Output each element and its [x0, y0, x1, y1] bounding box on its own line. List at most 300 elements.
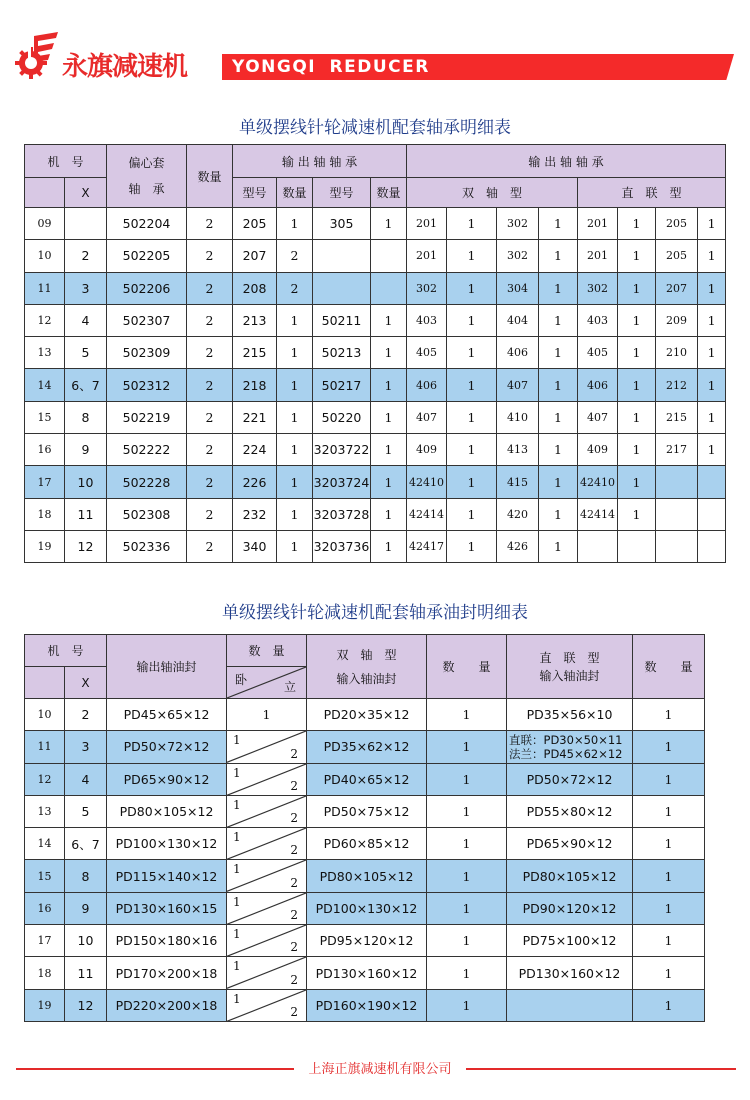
- cell-dc: PD65×90×12: [507, 828, 633, 860]
- table-row: [25, 401, 726, 433]
- cell-m2: 3203736: [313, 530, 371, 562]
- cell-m2: [313, 240, 371, 272]
- header-machine-no: 机 号: [25, 635, 107, 667]
- cell-dq2: 1: [539, 530, 578, 562]
- cell-x: 2: [65, 240, 107, 272]
- header-output-seal: 输出轴油封: [107, 635, 227, 699]
- cell-dq: 1: [427, 860, 507, 892]
- cell-no: 13: [25, 337, 65, 369]
- cell-dc: PD75×100×12: [507, 925, 633, 957]
- cell-d2: 415: [497, 466, 539, 498]
- table-row: [25, 860, 705, 892]
- cell-dq2: 1: [539, 208, 578, 240]
- cell-dc-line1: 直联：PD30×50×11: [509, 732, 623, 747]
- header-blank: [25, 178, 65, 208]
- cell-zq: 1: [633, 828, 705, 860]
- cell-dq: 1: [427, 957, 507, 989]
- cell-no: 17: [25, 925, 65, 957]
- header-double-shaft-line2: 输入轴油封: [336, 671, 397, 686]
- cell-x: 11: [65, 498, 107, 530]
- cell-dc: PD50×72×12: [507, 763, 633, 795]
- cell-dc-line2: 法兰：PD45×62×12: [509, 746, 623, 761]
- cell-dq: 1: [427, 892, 507, 924]
- cell-z2: [656, 466, 698, 498]
- cell-zq1: 1: [618, 369, 656, 401]
- cell-lying-standing: [227, 795, 307, 827]
- cell-no: 12: [25, 304, 65, 336]
- table-row: [25, 304, 726, 336]
- cell-seal: PD100×130×12: [107, 828, 227, 860]
- header-double-shaft: 双 轴 型: [407, 178, 578, 208]
- cell-m1: 221: [233, 401, 277, 433]
- cell-dq1: 1: [447, 466, 497, 498]
- cell-dq1: 1: [447, 498, 497, 530]
- cell-x: 12: [65, 989, 107, 1021]
- cell-z1: 201: [578, 208, 618, 240]
- cell-ds: PD40×65×12: [307, 763, 427, 795]
- header-x: X: [65, 667, 107, 699]
- cell-d1: 406: [407, 369, 447, 401]
- cell-x: [65, 208, 107, 240]
- cell-lying: 1: [233, 991, 241, 1006]
- cell-no: 19: [25, 530, 65, 562]
- cell-q2: 1: [371, 369, 407, 401]
- cell-zq: 1: [633, 989, 705, 1021]
- cell-standing: 2: [290, 908, 299, 923]
- cell-q1: 1: [277, 208, 313, 240]
- cell-dq: 1: [427, 763, 507, 795]
- cell-dq2: 1: [539, 304, 578, 336]
- cell-q1: 1: [277, 434, 313, 466]
- cell-no: 17: [25, 466, 65, 498]
- cell-q1: 1: [277, 530, 313, 562]
- table-row: [25, 699, 705, 731]
- cell-no: 13: [25, 795, 65, 827]
- table-row: [25, 498, 726, 530]
- cell-ecc: 502205: [107, 240, 187, 272]
- cell-x: 3: [65, 731, 107, 763]
- cell-zq: 1: [633, 860, 705, 892]
- cell-dq1: 1: [447, 240, 497, 272]
- footer-line-left: [16, 1068, 294, 1070]
- cell-q2: [371, 240, 407, 272]
- cell-q2: 1: [371, 337, 407, 369]
- cell-dq1: 1: [447, 304, 497, 336]
- header-direct-type: [507, 635, 633, 699]
- cell-d1: 409: [407, 434, 447, 466]
- cell-z2: 212: [656, 369, 698, 401]
- cell-m1: 232: [233, 498, 277, 530]
- cell-x: 10: [65, 466, 107, 498]
- cell-lying-standing: [227, 925, 307, 957]
- cell-zq: 1: [633, 699, 705, 731]
- cell-no: 15: [25, 860, 65, 892]
- cell-lying-standing: [227, 828, 307, 860]
- table1-title: 单级摆线针轮减速机配套轴承明细表: [239, 118, 511, 138]
- cell-q: 2: [187, 304, 233, 336]
- cell-lying: 1: [233, 927, 241, 942]
- cell-z2: 209: [656, 304, 698, 336]
- cell-no: 10: [25, 699, 65, 731]
- cell-dq2: 1: [539, 240, 578, 272]
- cell-standing: 2: [290, 875, 299, 890]
- cell-ecc: 502312: [107, 369, 187, 401]
- cell-no: 16: [25, 892, 65, 924]
- cell-q: 2: [187, 530, 233, 562]
- cell-z2: [656, 530, 698, 562]
- cell-q2: 1: [371, 401, 407, 433]
- bearing-table: [24, 144, 726, 563]
- cell-ds: PD160×190×12: [307, 989, 427, 1021]
- table-row: [25, 795, 705, 827]
- cell-d1: 42417: [407, 530, 447, 562]
- cell-q2: [371, 272, 407, 304]
- gear-flag-logo-icon: [14, 30, 59, 80]
- cell-lying: 1: [233, 765, 241, 780]
- cell-zq1: [618, 530, 656, 562]
- cell-x: 5: [65, 337, 107, 369]
- cell-m2: 3203728: [313, 498, 371, 530]
- cell-ds: PD60×85×12: [307, 828, 427, 860]
- cell-dc: PD90×120×12: [507, 892, 633, 924]
- cell-q: 2: [187, 272, 233, 304]
- cell-m2: 50213: [313, 337, 371, 369]
- header-standing: 立: [284, 680, 297, 694]
- cell-zq2: 1: [698, 304, 726, 336]
- header-eccentric-line1: 偏心套: [128, 156, 165, 170]
- cell-seal: PD150×180×16: [107, 925, 227, 957]
- cell-standing: 2: [290, 746, 299, 761]
- header-machine-no: 机 号: [25, 145, 107, 178]
- header-direct-line2: 输入轴油封: [539, 668, 600, 683]
- header-qty-2: 数 量: [427, 635, 507, 699]
- cell-q1: 1: [277, 369, 313, 401]
- cell-zq2: [698, 530, 726, 562]
- cell-zq: 1: [633, 957, 705, 989]
- cell-zq: 1: [633, 892, 705, 924]
- cell-z1: 406: [578, 369, 618, 401]
- cell-ds: PD95×120×12: [307, 925, 427, 957]
- cell-ecc: 502307: [107, 304, 187, 336]
- table-row: [25, 989, 705, 1021]
- cell-zq1: 1: [618, 240, 656, 272]
- cell-ecc: 502222: [107, 434, 187, 466]
- cell-no: 16: [25, 434, 65, 466]
- header-double-shaft: [307, 635, 427, 699]
- table-row: [25, 731, 705, 763]
- cell-lying: 1: [233, 830, 241, 845]
- header-qty-3: 数 量: [633, 635, 705, 699]
- header-direct-type: 直 联 型: [578, 178, 726, 208]
- cell-no: 14: [25, 828, 65, 860]
- cell-m1: 215: [233, 337, 277, 369]
- table-row: [25, 272, 726, 304]
- cell-ecc: 502309: [107, 337, 187, 369]
- header-quantity-1: 数量: [277, 178, 313, 208]
- cell-zq: 1: [633, 763, 705, 795]
- cell-dq2: 1: [539, 272, 578, 304]
- cell-z2: 210: [656, 337, 698, 369]
- cell-q1: 2: [277, 272, 313, 304]
- cell-ecc: 502206: [107, 272, 187, 304]
- cell-q1: 1: [277, 304, 313, 336]
- cell-x: 12: [65, 530, 107, 562]
- cell-x: 8: [65, 860, 107, 892]
- cell-d1: 302: [407, 272, 447, 304]
- cell-zq1: 1: [618, 466, 656, 498]
- cell-no: 12: [25, 763, 65, 795]
- cell-dc: PD55×80×12: [507, 795, 633, 827]
- cell-no: 10: [25, 240, 65, 272]
- header-lying-standing: [227, 667, 307, 699]
- cell-m1: 226: [233, 466, 277, 498]
- cell-q: 2: [187, 369, 233, 401]
- cell-d2: 413: [497, 434, 539, 466]
- cell-m1: 208: [233, 272, 277, 304]
- cell-ds: PD50×75×12: [307, 795, 427, 827]
- cell-z1: 42410: [578, 466, 618, 498]
- cell-lying-standing: [227, 989, 307, 1021]
- cell-dq: 1: [427, 795, 507, 827]
- cell-d2: 407: [497, 369, 539, 401]
- cell-dq1: 1: [447, 208, 497, 240]
- header-qty: 数量: [187, 145, 233, 208]
- cell-d1: 42414: [407, 498, 447, 530]
- cell-lying-standing: [227, 957, 307, 989]
- cell-zq1: 1: [618, 498, 656, 530]
- cell-dq2: 1: [539, 498, 578, 530]
- cell-zq2: 1: [698, 208, 726, 240]
- cell-dq1: 1: [447, 337, 497, 369]
- cell-q2: 1: [371, 530, 407, 562]
- cell-x: 10: [65, 925, 107, 957]
- cell-q2: 1: [371, 434, 407, 466]
- table-row: [25, 957, 705, 989]
- oil-seal-table: [24, 634, 705, 1022]
- header-blank: [25, 667, 65, 699]
- table-row: [25, 530, 726, 562]
- cell-no: 18: [25, 498, 65, 530]
- cell-m2: 50217: [313, 369, 371, 401]
- cell-no: 18: [25, 957, 65, 989]
- cell-x: 11: [65, 957, 107, 989]
- cell-zq: 1: [633, 795, 705, 827]
- cell-dq2: 1: [539, 337, 578, 369]
- cell-q1: 1: [277, 401, 313, 433]
- cell-dq2: 1: [539, 369, 578, 401]
- cell-z2: 205: [656, 240, 698, 272]
- cell-z1: [578, 530, 618, 562]
- cell-x: 8: [65, 401, 107, 433]
- cell-d2: 404: [497, 304, 539, 336]
- brand-name-cn: 永旗减速机: [62, 52, 188, 82]
- table-row: [25, 369, 726, 401]
- footer-line-right: [466, 1068, 736, 1070]
- cell-d2: 410: [497, 401, 539, 433]
- cell-seal: PD130×160×15: [107, 892, 227, 924]
- cell-seal: PD80×105×12: [107, 795, 227, 827]
- cell-zq2: 1: [698, 369, 726, 401]
- cell-q2: 1: [371, 498, 407, 530]
- cell-lying: 1: [233, 862, 241, 877]
- cell-x: 5: [65, 795, 107, 827]
- header-eccentric-bearing: [107, 145, 187, 208]
- cell-lying: 1: [233, 733, 241, 748]
- cell-zq1: 1: [618, 401, 656, 433]
- cell-no: 09: [25, 208, 65, 240]
- cell-ecc: 502336: [107, 530, 187, 562]
- cell-ds: PD80×105×12: [307, 860, 427, 892]
- cell-ds: PD35×62×12: [307, 731, 427, 763]
- cell-lying: 1: [233, 959, 241, 974]
- cell-no: 14: [25, 369, 65, 401]
- cell-z1: 302: [578, 272, 618, 304]
- cell-zq2: [698, 498, 726, 530]
- cell-standing: 2: [290, 940, 299, 955]
- cell-z1: 409: [578, 434, 618, 466]
- cell-zq2: 1: [698, 272, 726, 304]
- cell-m2: 305: [313, 208, 371, 240]
- cell-d2: 420: [497, 498, 539, 530]
- cell-standing: 2: [290, 843, 299, 858]
- cell-d1: 407: [407, 401, 447, 433]
- cell-standing: 2: [290, 778, 299, 793]
- cell-x: 4: [65, 304, 107, 336]
- cell-ds: PD20×35×12: [307, 699, 427, 731]
- cell-x: 2: [65, 699, 107, 731]
- cell-zq1: 1: [618, 272, 656, 304]
- cell-lying-standing: [227, 892, 307, 924]
- cell-q2: 1: [371, 304, 407, 336]
- header-eccentric-line2: 轴 承: [128, 182, 165, 196]
- cell-ecc: 502219: [107, 401, 187, 433]
- cell-no: 15: [25, 401, 65, 433]
- cell-zq1: 1: [618, 434, 656, 466]
- cell-ecc: 502204: [107, 208, 187, 240]
- header-model-2: 型号: [313, 178, 371, 208]
- cell-x: 6、7: [65, 369, 107, 401]
- cell-dc: PD80×105×12: [507, 860, 633, 892]
- cell-z2: 215: [656, 401, 698, 433]
- cell-zq: 1: [633, 925, 705, 957]
- footer-company: 上海正旗减速机有限公司: [308, 1062, 452, 1077]
- cell-x: 3: [65, 272, 107, 304]
- cell-z1: 407: [578, 401, 618, 433]
- cell-m2: 50220: [313, 401, 371, 433]
- cell-dq: 1: [427, 731, 507, 763]
- cell-m1: 224: [233, 434, 277, 466]
- cell-d2: 302: [497, 208, 539, 240]
- cell-standing: 2: [290, 972, 299, 987]
- cell-m2: [313, 272, 371, 304]
- cell-lying: 1: [233, 894, 241, 909]
- cell-q: 2: [187, 240, 233, 272]
- cell-q: 2: [187, 401, 233, 433]
- table-row: [25, 466, 726, 498]
- table-row: [25, 208, 726, 240]
- cell-x: 4: [65, 763, 107, 795]
- cell-z2: 207: [656, 272, 698, 304]
- cell-no: 11: [25, 272, 65, 304]
- page-header: [0, 0, 750, 90]
- cell-ds: PD130×160×12: [307, 957, 427, 989]
- header-output-bearing-2: 输 出 轴 轴 承: [407, 145, 726, 178]
- cell-d2: 304: [497, 272, 539, 304]
- cell-ds: PD100×130×12: [307, 892, 427, 924]
- cell-x: 9: [65, 892, 107, 924]
- cell-m2: 50211: [313, 304, 371, 336]
- cell-dq2: 1: [539, 401, 578, 433]
- cell-seal: PD170×200×18: [107, 957, 227, 989]
- cell-dc: PD35×56×10: [507, 699, 633, 731]
- cell-zq1: 1: [618, 337, 656, 369]
- table2-title: 单级摆线针轮减速机配套轴承油封明细表: [222, 603, 528, 623]
- cell-dq: 1: [427, 989, 507, 1021]
- cell-seal: PD115×140×12: [107, 860, 227, 892]
- header-quantity-2: 数量: [371, 178, 407, 208]
- cell-x: 9: [65, 434, 107, 466]
- cell-zq: 1: [633, 731, 705, 763]
- table-row: [25, 434, 726, 466]
- cell-z1: 42414: [578, 498, 618, 530]
- cell-qty_single: 1: [227, 699, 307, 731]
- cell-d1: 201: [407, 208, 447, 240]
- cell-dq1: 1: [447, 272, 497, 304]
- table-row: [25, 925, 705, 957]
- cell-dc: [507, 731, 633, 763]
- cell-lying-standing: [227, 763, 307, 795]
- cell-m2: 3203722: [313, 434, 371, 466]
- cell-m1: 207: [233, 240, 277, 272]
- cell-dq1: 1: [447, 530, 497, 562]
- cell-no: 19: [25, 989, 65, 1021]
- header-lying: 卧: [235, 673, 248, 687]
- cell-x: 6、7: [65, 828, 107, 860]
- cell-dq: 1: [427, 925, 507, 957]
- cell-zq2: 1: [698, 337, 726, 369]
- cell-m1: 218: [233, 369, 277, 401]
- cell-lying-standing: [227, 731, 307, 763]
- header-qty: 数 量: [227, 635, 307, 667]
- cell-dq1: 1: [447, 401, 497, 433]
- cell-zq1: 1: [618, 304, 656, 336]
- cell-seal: PD45×65×12: [107, 699, 227, 731]
- cell-q2: 1: [371, 466, 407, 498]
- cell-zq2: [698, 466, 726, 498]
- cell-d2: 302: [497, 240, 539, 272]
- cell-zq1: 1: [618, 208, 656, 240]
- cell-d2: 426: [497, 530, 539, 562]
- cell-q: 2: [187, 434, 233, 466]
- cell-q: 2: [187, 498, 233, 530]
- cell-q1: 1: [277, 498, 313, 530]
- cell-m1: 213: [233, 304, 277, 336]
- cell-seal: PD50×72×12: [107, 731, 227, 763]
- cell-z2: [656, 498, 698, 530]
- cell-zq2: 1: [698, 434, 726, 466]
- cell-lying: 1: [233, 797, 241, 812]
- cell-dq1: 1: [447, 434, 497, 466]
- cell-m1: 340: [233, 530, 277, 562]
- cell-q1: 1: [277, 337, 313, 369]
- table-row: [25, 892, 705, 924]
- cell-dq2: 1: [539, 434, 578, 466]
- cell-d2: 406: [497, 337, 539, 369]
- cell-m1: 205: [233, 208, 277, 240]
- header-direct-line1: 直 联 型: [539, 650, 600, 665]
- cell-dc: [507, 989, 633, 1021]
- cell-standing: 2: [290, 811, 299, 826]
